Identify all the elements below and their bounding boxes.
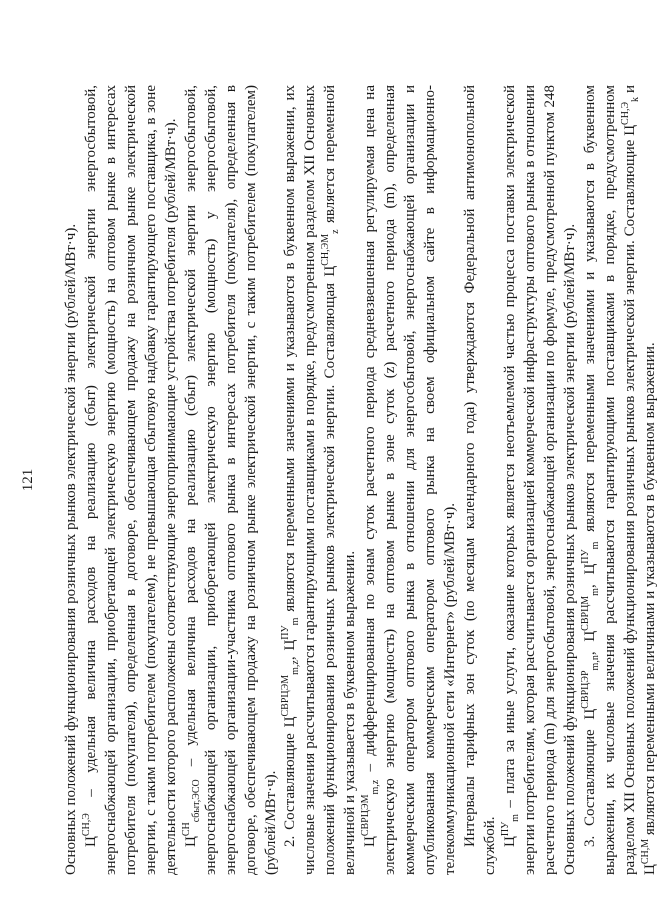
paragraph-definition-cpu xyxy=(501,85,581,875)
formula-subscript: z xyxy=(330,229,342,234)
rotated-document-page xyxy=(20,85,658,875)
formula-subscript: k xyxy=(629,96,641,102)
formula-symbol: Ц xyxy=(82,836,99,847)
paragraph-item-3 xyxy=(581,85,661,875)
formula-superscript: СН,Э xyxy=(619,101,631,125)
item-text: и Ц xyxy=(621,85,658,875)
item-text: являются переменными значениями и указываются в буквенном выражении, их числовые значения рассчитываются гарантирующими поставщиками в порядке, предусмотренном разделом XII Основных положений функционирования розничных рынков электрической энергии. Составляющая Ц xyxy=(282,85,339,875)
paragraph-definition-csvrcem xyxy=(361,85,461,875)
page-number: 121 xyxy=(20,468,36,492)
formula-superscript: СВРЦЭМ xyxy=(360,794,372,837)
item-text: , Ц xyxy=(282,639,299,661)
formula-superscript: СН xyxy=(180,822,192,837)
formula-subscript: m,z xyxy=(290,660,302,675)
formula-superscript: СН,ЭМ xyxy=(320,233,332,266)
definition-text: – удельная величина расходов на реализацию (сбыт) электрической энергии энергосбытовой, энергоснабжающей организации, приобретающей электрическую энергию (мощность) на оптовом рынке в интересах потребителя (покупателя), определенная в договоре, обеспечивающем продажу на розничном рынке электрической энергии, с таким потребителем (покупателем), не превышающая сбытовую надбавку гарантирующего поставщика, в зоне деятельности которого расположены соответствующие энергопринимающие устройства потребителя (рублей/МВт·ч). xyxy=(82,85,179,875)
formula-subscript: m,n xyxy=(589,655,601,671)
definition-text: – плата за иные услуги, оказание которых является неотъемлемой частью процесса поставки электрической энергии потребителям, которая рассчитывается организацией коммерческой инфраструктуры оптового рынка в отношении расчетного периода (m) для энергосбытовой, энергоснабжающей организации по формуле, предусмотренной пунктом 248 Основных положений функционирования розничных рынков электрической энергии (рублей/МВт·ч). xyxy=(501,85,578,875)
item-text: , Ц xyxy=(581,630,598,656)
definition-text: – дифференцированная по зонам суток расчетного периода средневзвешенная регулируемая цена на электрическую энергию (мощность) на оптовом рынке в зоне суток (z) расчетного периода (m), определенная коммерческим оператором оптового рынка в отношении для энергосбытовой, энергоснабжающей организации и опубликованная коммерческим оператором оптового рынка на своем официальном сайте в информационно-телекоммуникационной сети «Интернет» (рублей/МВт·ч). xyxy=(362,85,459,875)
paragraph-tariff-zones: Интервалы тарифных зон суток (по месяцам календарного года) утверждаются Федеральной антимонопольной службой. xyxy=(462,85,499,875)
formula-superscript: СН,М xyxy=(639,838,651,865)
formula-subscript: m,z xyxy=(370,779,382,795)
formula-superscript: СН,Э xyxy=(80,813,92,837)
formula-superscript: СВРЦЭМ xyxy=(280,674,292,717)
formula-superscript: СВРЦМ xyxy=(579,595,591,631)
formula-symbol: Ц xyxy=(362,836,379,847)
formula-subscript: m xyxy=(589,541,601,550)
formula-superscript: ПУ xyxy=(579,549,591,564)
item-text: является переменной величиной и указывается в буквенном выражении. xyxy=(322,85,359,875)
item-text: , Ц xyxy=(581,563,598,589)
formula-superscript: ПУ xyxy=(280,625,292,640)
formula-superscript: ПУ xyxy=(499,821,511,837)
formula-subscript: сбыт,ЭСО xyxy=(190,779,202,823)
formula-subscript: m xyxy=(290,617,302,626)
formula-subscript: m xyxy=(589,588,601,596)
paragraph-definition-csn-sbyt xyxy=(182,85,282,875)
formula-superscript: СВРЦЭР xyxy=(579,670,591,709)
paragraph-reference-end: Основных положений функционирования розничных рынков электрической энергии (рублей/МВт·ч). xyxy=(63,223,79,875)
formula-symbol: Ц xyxy=(182,836,199,847)
paragraph-definition-csn-e xyxy=(82,85,182,875)
item-text: являются переменными значениями и указываются в буквенном выражении, их числовые значения рассчитываются гарантирующими поставщиками в порядке, предусмотренном разделом XII Основных положений функционирования розничных рынков электрической энергии. Составляющие Ц xyxy=(581,85,638,875)
formula-symbol: Ц xyxy=(501,836,518,847)
item-text: 2. Составляющие Ц xyxy=(282,716,299,847)
paragraph-item-2 xyxy=(281,85,361,875)
item-text: являются переменными величинами и указываются в буквенном выражении. xyxy=(641,342,658,839)
item-text: 3. Составляющие Ц xyxy=(581,708,598,847)
formula-subscript: m xyxy=(509,814,521,822)
definition-text: – удельная величина расходов на реализацию (сбыт) электрической энергии энергосбытовой, энергоснабжающей организации, приобретающей электрическую энергию (мощность) у энергосбытовой, энергоснабжающей организации-участника оптового рынка в интересах потребителя (покупателя), определенная в договоре, обеспечивающем продажу на розничном рынке электрической энергии, с таким потребителем (покупателем) (рублей/МВт·ч). xyxy=(182,85,279,875)
